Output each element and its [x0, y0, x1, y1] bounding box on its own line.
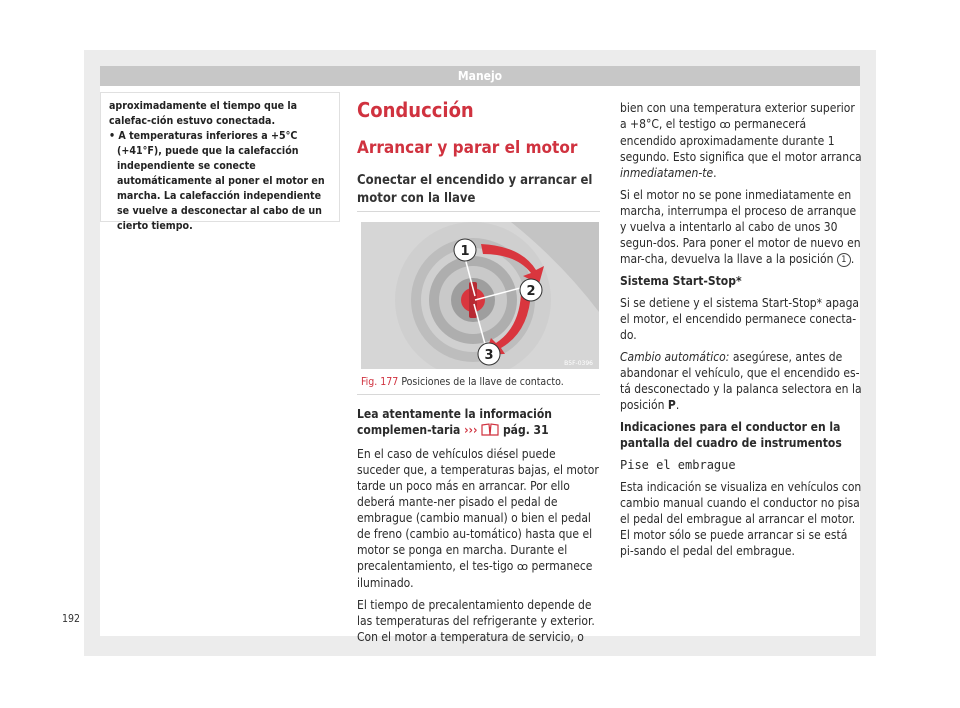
paragraph	[357, 446, 602, 591]
note-box	[100, 92, 340, 232]
paragraph	[620, 100, 864, 181]
position-badge: 1	[837, 253, 851, 267]
paragraph: Esta indicación se visualiza en vehículos con cambio manual cuando el conductor no pisa el pedal del embrague al arrancar el motor. El motor sólo se puede arrancar si se está pi-sando el pedal del embrague.	[620, 480, 862, 558]
reference-page-link[interactable]: pág. 31	[502, 423, 549, 437]
paragraph-text: .	[850, 252, 855, 266]
ignition-figure	[361, 222, 599, 369]
divider	[357, 211, 600, 212]
svg-text:!: !	[488, 426, 492, 434]
paragraph-text: .	[713, 166, 717, 180]
paragraph-text: permanece iluminado.	[357, 559, 593, 590]
paragraph: Si se detiene y el sistema Start-Stop* apaga el motor, el encendido permanece conecta-do.	[620, 296, 860, 342]
figure-code: B5F-0396	[564, 360, 593, 367]
paragraph	[620, 349, 864, 413]
glow-plug-icon: ꝏ	[516, 560, 529, 573]
page-header: Manejo	[100, 66, 860, 86]
figure-label-3: 3	[484, 348, 494, 363]
paragraph-text: .	[675, 398, 680, 412]
divider	[357, 394, 600, 395]
reference-note	[357, 406, 602, 440]
warning-book-icon	[481, 423, 499, 440]
indications-heading: Indicaciones para el conductor en la pantalla del cuadro de instrumentos	[620, 420, 842, 450]
gear-position: P	[667, 398, 676, 412]
startstop-heading: Sistema Start-Stop*	[620, 274, 742, 288]
column-middle	[357, 406, 602, 651]
caption-label: Fig. 177	[361, 376, 399, 388]
note-bullet-text: A temperaturas inferiores a +5°C (+41°F), puede que la calefacción independiente se conecte automáticamente al poner el motor en marcha. La calefacción independiente se vuelve a desconectar al cabo de un cierto tiempo.	[117, 130, 325, 232]
section-title: Conducción	[357, 98, 474, 122]
paragraph: El tiempo de precalentamiento depende de las temperaturas del refrigerante y exterior. Con el motor a temperatura de servicio, o	[357, 598, 595, 644]
paragraph-text: Si el motor no se pone inmediatamente en marcha, interrumpa el proceso de arranque y vuelva a intentarlo al cabo de unos 30 segun-dos. Para poner el motor de nuevo en mar-cha, devuelva la llave a la posición	[620, 188, 861, 266]
note-line: aproximadamente el tiempo que la calefac-ción estuvo conectada.	[109, 100, 298, 127]
caption-text: Posiciones de la llave de contacto.	[401, 376, 564, 388]
figure-label-2: 2	[526, 284, 536, 299]
page-number: 192	[62, 613, 81, 625]
emphasis-text: inmediatamen-te	[620, 166, 714, 180]
subsection-title: Conectar el encendido y arrancar el motor con la llave	[357, 173, 593, 206]
figure-label-1: 1	[460, 244, 470, 259]
ignition-illustration	[361, 222, 599, 369]
column-right	[620, 100, 864, 565]
arrow-icon: ›››	[464, 423, 478, 437]
figure-caption	[361, 376, 601, 388]
glow-plug-icon: ꝏ	[719, 118, 731, 131]
reference-lead: Lea atentamente la información complemen-taria	[357, 407, 552, 437]
display-message: Pise el embrague	[620, 458, 736, 472]
emphasis-text: Cambio automático:	[620, 350, 730, 364]
paragraph-text: asegúrese, antes de abandonar el vehículo, que el encendido es-tá desconectado y la palanca selectora en la posición	[620, 350, 862, 412]
paragraph	[620, 187, 864, 267]
note-bullet: • A temperaturas inferiores a +5°C (+41°F), puede que la calefacción independiente se conecte automáticamente al poner el motor en marcha. La calefacción independiente se vuelve a desconectar al cabo de un cierto tiempo.	[109, 130, 325, 232]
paragraph-text: bien con una temperatura exterior superior a +8°C, el testigo	[620, 101, 855, 131]
paragraph-text: En el caso de vehículos diésel puede suceder que, a temperaturas bajas, el motor tarde un poco más en arrancar. Por ello deberá mante-ner pisado el pedal de embrague (cambio manual) o bien el pedal de freno (cambio au-tomático) hasta que el motor se ponga en marcha. Durante el precalentamiento, el tes-tigo	[357, 447, 599, 573]
paragraph-text: permanecerá encendido aproximadamente durante 1 segundo. Esto significa que el motor arranca	[620, 117, 862, 164]
section-subtitle: Arrancar y parar el motor	[357, 138, 578, 158]
